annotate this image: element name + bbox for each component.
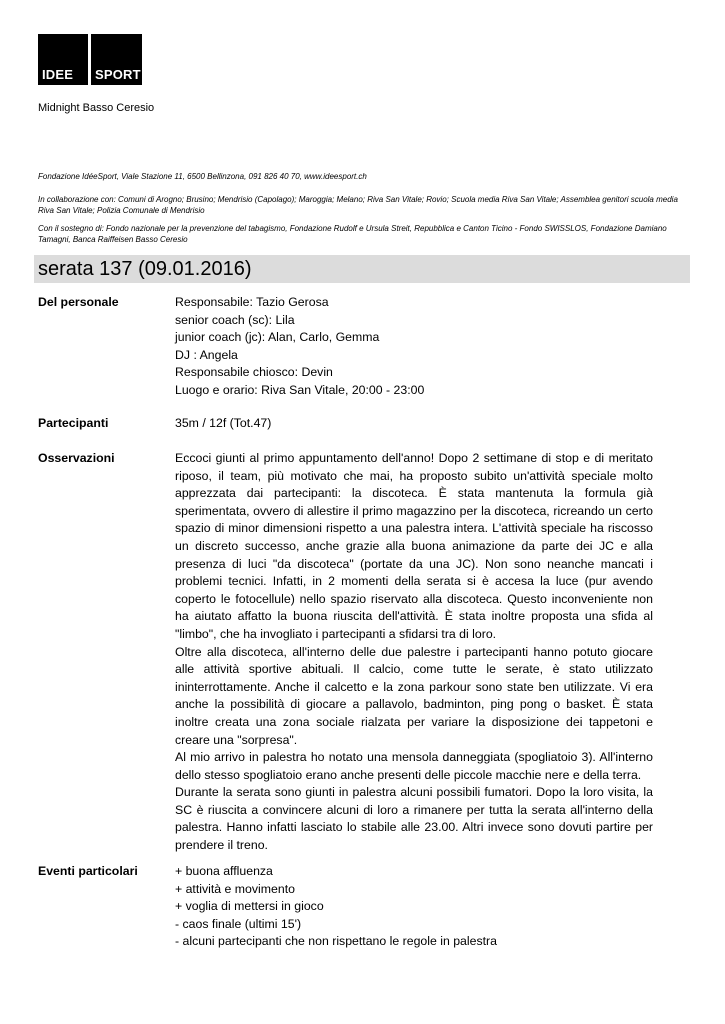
osservazioni-paragraph: Oltre alla discoteca, all'interno delle due palestre i partecipanti hanno potuto giocare alle attività sportive abituali. Il calcio, come tutte le serate, è stato utilizzato ininterrottamente. Anche il calcetto e la zona parkour sono state ben utilizzate. Vi era anche la possibilità di giocare a pallavolo, badminton, ping pong o basket. È stata inoltre creata una zona sociale rialzata per variare la disposizione dei tappetoni e creare una "sorpresa". (175, 644, 653, 747)
personale-values (175, 294, 653, 400)
personale-line: senior coach (sc): Lila (175, 312, 295, 327)
osservazioni-paragraph: Durante la serata sono giunti in palestra alcuni possibili fumatori. Dopo la loro visita, la SC è riuscita a convincere alcuni di loro a rimanere per tutta la serata all'interno della palestra. Hanno infatti lasciato lo stabile alle 23.00. Altri invece sono dovuti partire per prendere il treno. (175, 785, 653, 853)
personale-line: Luogo e orario: Riva San Vitale, 20:00 - 23:00 (175, 382, 425, 397)
title-bar (34, 255, 690, 283)
collaboration-note: In collaborazione con: Comuni di Arogno; Brusino; Mendrisio (Capolago); Maroggia; Melano; Riva San Vitale; Rovio; Scuola media Riva San Vitale; Assemblea genitori scuola media Riva San Vitale; Polizia Comunale di Mendrisio (38, 195, 678, 215)
partecipanti-label: Partecipanti (38, 416, 109, 430)
eventi-line: + buona affluenza (175, 864, 273, 878)
osservazioni-paragraph: Eccoci giunti al primo appuntamento dell'anno! Dopo 2 settimane di stop e di meritato riposo, il team, più motivato che mai, ha proposto subito un'attività speciale molto apprezzata dai partecipanti: la discoteca. È stata mantenuta la formula già sperimentata, ovvero di allestire il primo magazzino per la discoteca, ricreando un certo spazio di minor dimensioni rispetto a una palestra intera. L'attività speciale ha riscosso un discreto successo, anche grazie alla buona animazione da parte dei JC e alla presenza di luci "da discoteca" (portate da una JC). Non sono neanche mancati i problemi tecnici. Infatti, in 2 momenti della serata si è accesa la luce (pur avendo coperto le fotocellule) nello spazio riservato alla discoteca. Questo inconveniente non ha aiutato affatto la buona riuscita dell'attività. È stata inoltre proposta una sfida al "limbo", che ha invogliato i partecipanti a sfidarsi tra di loro. (175, 451, 653, 641)
support-note: Con il sostegno di: Fondo nazionale per la prevenzione del tabagismo, Fondazione Rudolf e Ursula Streit, Repubblica e Canton Ticino - Fondo SWISSLOS, Fondazione Damiano Tamagni, Banca Raiffeisen Basso Ceresio (38, 224, 667, 244)
eventi-line: - caos finale (ultimi 15') (175, 916, 302, 931)
partecipanti-value: 35m / 12f (Tot.47) (175, 416, 272, 430)
page-title: serata 137 (09.01.2016) (38, 258, 252, 280)
personale-line: Responsabile: Tazio Gerosa (175, 295, 329, 309)
eventi-line: + voglia di mettersi in gioco (175, 899, 324, 914)
personale-label: Del personale (38, 295, 119, 309)
personale-line: junior coach (jc): Alan, Carlo, Gemma (175, 330, 380, 345)
osservazioni-label: Osservazioni (38, 451, 115, 465)
project-name: Midnight Basso Ceresio (38, 102, 155, 114)
logo-sport: SPORT (91, 34, 142, 85)
logo-idee: IDEE (38, 34, 88, 85)
osservazioni-paragraph: Al mio arrivo in palestra ho notato una mensola danneggiata (spogliatoio 3). All'interno dello stesso spogliatoio erano anche presenti delle piccole macchie nere e della terra. (175, 750, 653, 782)
ideesport-logo (38, 34, 142, 85)
foundation-address: Fondazione IdéeSport, Viale Stazione 11, 6500 Bellinzona, 091 826 40 70, www.ideesport.ch (38, 172, 367, 181)
eventi-line: + attività e movimento (175, 881, 295, 896)
personale-line: Responsabile chiosco: Devin (175, 365, 333, 380)
eventi-label: Eventi particolari (38, 864, 138, 878)
personale-line: DJ : Angela (175, 347, 238, 362)
eventi-values (175, 863, 653, 951)
osservazioni-text (175, 450, 653, 855)
eventi-line: - alcuni partecipanti che non rispettano le regole in palestra (175, 934, 497, 949)
